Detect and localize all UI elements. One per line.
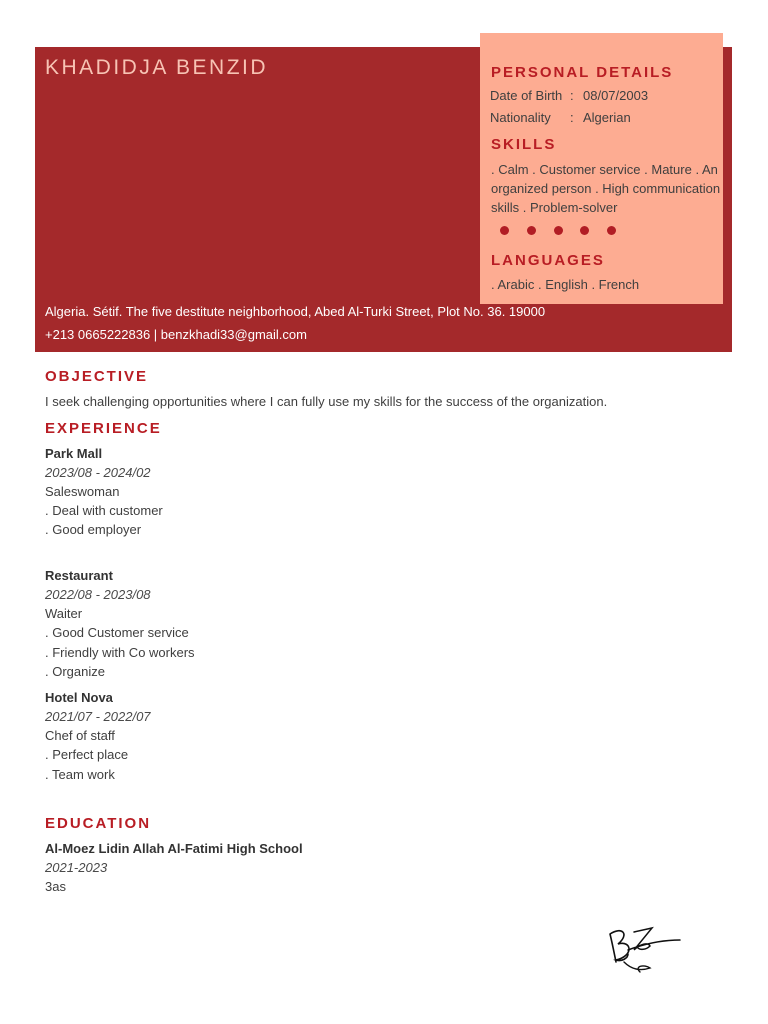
job-point: . Perfect place — [45, 747, 129, 762]
address: Algeria. Sétif. The five destitute neighborhood, Abed Al-Turki Street, Plot No. 36. 19000 — [45, 304, 546, 319]
languages-text: . Arabic . English . French — [491, 277, 640, 292]
languages-title: LANGUAGES — [491, 252, 605, 269]
skills-title: SKILLS — [491, 136, 557, 153]
education-dates: 2021-2023 — [45, 860, 108, 875]
objective-title: OBJECTIVE — [45, 368, 149, 385]
school-name: Al-Moez Lidin Allah Al-Fatimi High School — [45, 841, 303, 856]
rating-dot — [607, 226, 616, 235]
candidate-name: KHADIDJA BENZID — [45, 56, 269, 79]
job-point: . Organize — [45, 664, 105, 679]
signature-icon — [604, 920, 684, 975]
education-level: 3as — [45, 879, 66, 894]
personal-details-title: PERSONAL DETAILS — [491, 64, 674, 81]
rating-dot — [580, 226, 589, 235]
objective-text: I seek challenging opportunities where I can fully use my skills for the success of the organization. — [45, 394, 608, 409]
job-dates: 2023/08 - 2024/02 — [45, 465, 151, 480]
dob-label: Date of Birth — [490, 88, 563, 103]
dob-value: 08/07/2003 — [583, 88, 649, 103]
job-company: Hotel Nova — [45, 690, 113, 705]
job-point: . Good employer — [45, 522, 142, 537]
nationality-separator: : — [570, 110, 574, 125]
job-company: Restaurant — [45, 568, 113, 583]
job-point: . Deal with customer — [45, 503, 163, 518]
rating-dot — [554, 226, 563, 235]
dob-separator: : — [570, 88, 574, 103]
job-role: Chef of staff — [45, 728, 115, 743]
job-dates: 2022/08 - 2023/08 — [45, 587, 151, 602]
nationality-value: Algerian — [583, 110, 631, 125]
job-point: . Team work — [45, 767, 115, 782]
contact-info: +213 0665222836 | benzkhadi33@gmail.com — [45, 327, 307, 342]
nationality-row — [490, 110, 631, 125]
job-role: Saleswoman — [45, 484, 120, 499]
rating-dot — [527, 226, 536, 235]
job-company: Park Mall — [45, 446, 103, 461]
rating-dot — [500, 226, 509, 235]
job-point: . Good Customer service — [45, 625, 189, 640]
skills-text: . Calm . Customer service . Mature . An organized person . High communication skills . Problem-solver — [491, 162, 721, 215]
education-title: EDUCATION — [45, 815, 152, 832]
experience-title: EXPERIENCE — [45, 420, 162, 437]
job-role: Waiter — [45, 606, 83, 621]
job-dates: 2021/07 - 2022/07 — [45, 709, 151, 724]
nationality-label: Nationality — [490, 110, 551, 125]
job-point: . Friendly with Co workers — [45, 645, 195, 660]
dob-row — [490, 88, 648, 103]
